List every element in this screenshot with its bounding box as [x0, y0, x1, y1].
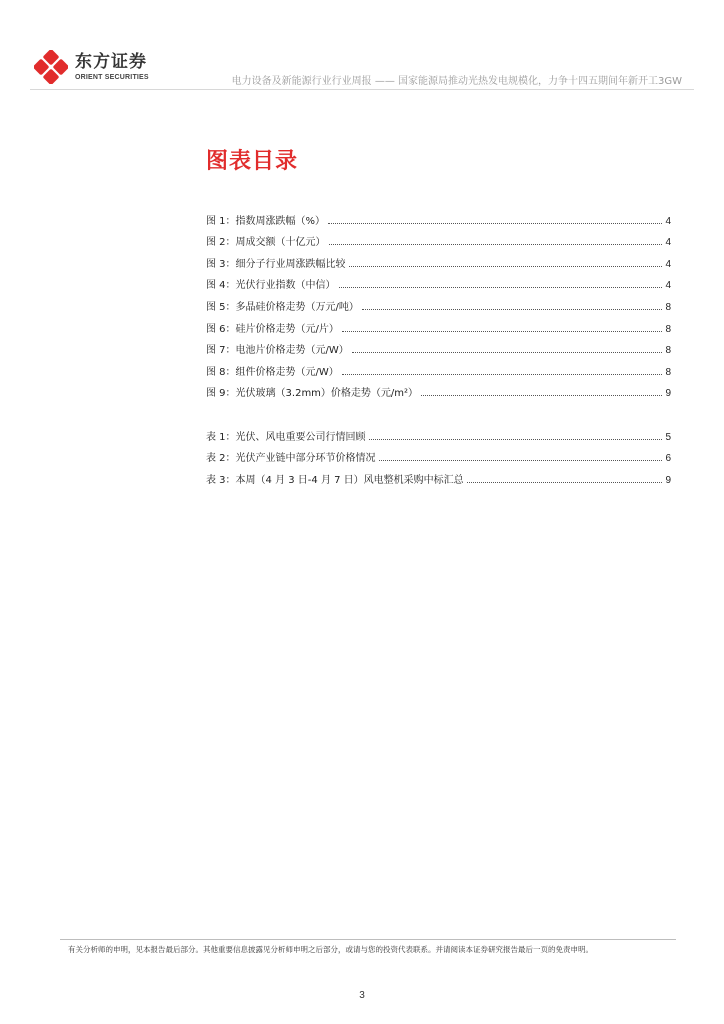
toc-entry-label: 图 7：电池片价格走势（元/W）	[206, 345, 349, 357]
toc-dot-leader	[349, 266, 663, 267]
logo-text	[75, 51, 149, 81]
logo-name-en: ORIENT SECURITIES	[75, 73, 149, 81]
toc-dot-leader	[328, 223, 662, 224]
footer-disclaimer: 有关分析师的申明，见本报告最后部分。其他重要信息披露见分析师申明之后部分，或请与您的投资代表联系。并请阅读本证券研究报告最后一页的免责申明。	[68, 945, 593, 954]
toc-entry-page: 9	[665, 388, 671, 400]
footer-divider	[60, 939, 676, 940]
toc-entry-label: 图 3：细分子行业周涨跌幅比较	[206, 258, 346, 270]
toc-entry-figure-1[interactable]	[206, 205, 671, 227]
toc-entry-page: 4	[665, 215, 671, 227]
toc-entry-table-1[interactable]	[206, 421, 671, 443]
toc-entry-label: 图 4：光伏行业指数（中信）	[206, 280, 336, 292]
toc-entry-label: 图 1：指数周涨跌幅（%）	[206, 215, 326, 227]
toc-dot-leader	[342, 374, 663, 375]
toc-dot-leader	[467, 482, 663, 483]
toc-entry-figure-5[interactable]	[206, 291, 671, 313]
toc-entry-label: 图 5：多晶硅价格走势（万元/吨）	[206, 301, 359, 313]
toc-entry-page: 9	[665, 474, 671, 486]
toc-entry-page: 4	[665, 258, 671, 270]
page-number: 3	[359, 990, 365, 1001]
company-logo	[34, 50, 149, 84]
toc-figures-list	[206, 205, 671, 399]
toc-entry-figure-7[interactable]	[206, 335, 671, 357]
toc-entry-label: 图 8：组件价格走势（元/W）	[206, 366, 339, 378]
toc-entry-page: 6	[665, 453, 671, 465]
toc-entry-label: 图 6：硅片价格走势（元/片）	[206, 323, 339, 335]
toc-entry-figure-2[interactable]	[206, 227, 671, 249]
toc-entry-figure-9[interactable]	[206, 378, 671, 400]
toc-entry-figure-3[interactable]	[206, 248, 671, 270]
header-divider	[30, 89, 694, 90]
toc-entry-page: 4	[665, 237, 671, 249]
report-header-title: 电力设备及新能源行业行业周报 —— 国家能源局推动光热发电规模化，力争十四五期间年新开工3GW	[231, 76, 682, 87]
toc-entry-table-2[interactable]	[206, 443, 671, 465]
toc-dot-leader	[329, 244, 663, 245]
toc-dot-leader	[369, 439, 663, 440]
toc-entry-figure-8[interactable]	[206, 356, 671, 378]
toc-entry-figure-4[interactable]	[206, 270, 671, 292]
toc-dot-leader	[352, 352, 663, 353]
toc-entry-page: 8	[665, 323, 671, 335]
toc-entry-page: 4	[665, 280, 671, 292]
toc-tables-list	[206, 421, 671, 486]
toc-dot-leader	[421, 395, 662, 396]
toc-dot-leader	[379, 460, 663, 461]
toc-entry-label: 图 2：周成交额（十亿元）	[206, 237, 326, 249]
logo-name-cn: 东方证券	[75, 51, 147, 72]
toc-entry-table-3[interactable]	[206, 464, 671, 486]
toc-entry-label: 图 9：光伏玻璃（3.2mm）价格走势（元/m²）	[206, 388, 419, 400]
toc-dot-leader	[362, 309, 663, 310]
toc-entry-label: 表 1：光伏、风电重要公司行情回顾	[206, 431, 366, 443]
toc-title: 图表目录	[206, 149, 299, 174]
toc-entry-figure-6[interactable]	[206, 313, 671, 335]
toc-dot-leader	[342, 331, 663, 332]
toc-entry-page: 8	[665, 366, 671, 378]
toc-entry-page: 8	[665, 301, 671, 313]
toc-entry-label: 表 3：本周（4 月 3 日-4 月 7 日）风电整机采购中标汇总	[206, 474, 464, 486]
toc-dot-leader	[339, 287, 663, 288]
toc-entry-page: 5	[665, 431, 671, 443]
toc-entry-page: 8	[665, 345, 671, 357]
orient-securities-logo-icon	[34, 50, 68, 84]
toc-entry-label: 表 2：光伏产业链中部分环节价格情况	[206, 453, 376, 465]
